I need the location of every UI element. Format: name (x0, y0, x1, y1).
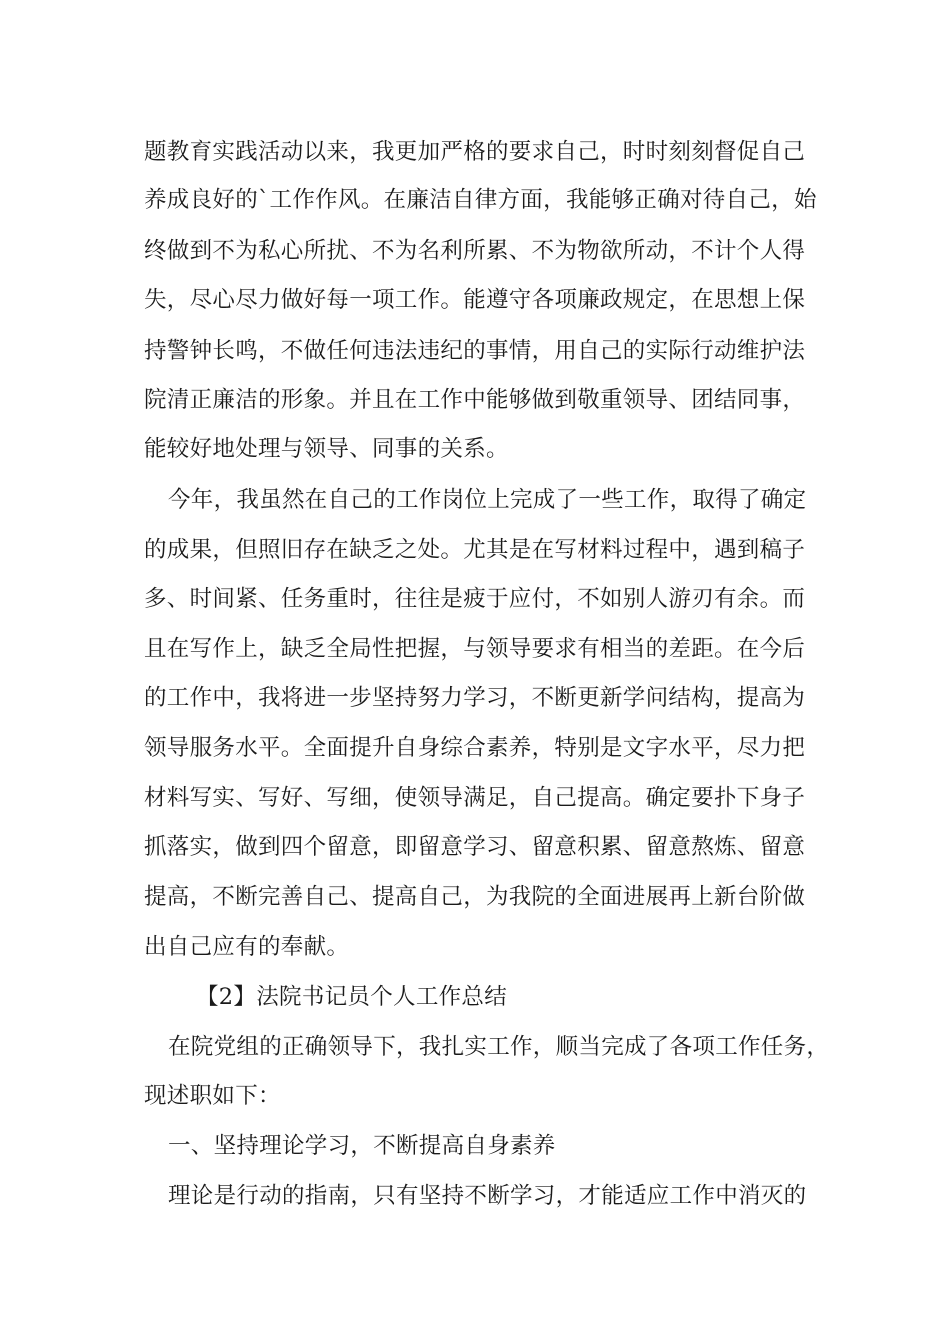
text-line: 的成果，但照旧存在缺乏之处。尤其是在写材料过程中，遇到稿子 (144, 537, 806, 563)
text-line: 抓落实，做到四个留意，即留意学习、留意积累、留意熬炼、留意 (144, 834, 806, 860)
text-line: 材料写实、写好、写细，使领导满足，自己提高。确定要扑下身子 (144, 785, 806, 811)
text-line: 持警钟长鸣，不做任何违法违纪的事情，用自己的实际行动维护法 (144, 338, 806, 364)
text-line: 现述职如下： (144, 1083, 281, 1109)
text-line: 出自己应有的奉献。 (144, 934, 350, 960)
text-line: 多、时间紧、任务重时，往往是疲于应付，不如别人游刃有余。而 (144, 586, 806, 612)
text-line: 院清正廉洁的形象。并且在工作中能够做到敬重领导、团结同事， (144, 387, 806, 413)
text-line: 领导服务水平。全面提升自身综合素养，特别是文字水平，尽力把 (144, 735, 806, 761)
text-line: 的工作中，我将进一步坚持努力学习，不断更新学问结构，提高为 (144, 685, 806, 711)
text-line: 失，尽心尽力做好每一项工作。能遵守各项廉政规定，在思想上保 (144, 287, 806, 313)
text-line: 终做到不为私心所扰、不为名利所累、不为物欲所动，不计个人得 (144, 238, 806, 264)
paragraph-first-line: 在院党组的正确领导下，我扎实工作，顺当完成了各项工作任务， (168, 1034, 830, 1060)
paragraph-first-line: 理论是行动的指南，只有坚持不断学习，才能适应工作中消灭的 (168, 1183, 807, 1209)
text-line: 能较好地处理与领导、同事的关系。 (144, 436, 509, 462)
text-line: 养成良好的`工作作风。在廉洁自律方面，我能够正确对待自己，始 (144, 187, 817, 213)
text-line: 且在写作上，缺乏全局性把握，与领导要求有相当的差距。在今后 (144, 636, 806, 662)
paragraph-first-line: 今年，我虽然在自己的工作岗位上完成了一些工作，取得了确定 (168, 487, 807, 513)
text-line: 提高，不断完善自己、提高自己，为我院的全面进展再上新台阶做 (144, 884, 806, 910)
subsection-heading: 一、坚持理论学习，不断提高自身素养 (168, 1133, 556, 1159)
section-heading: 【2】法院书记员个人工作总结 (196, 984, 508, 1010)
text-line: 题教育实践活动以来，我更加严格的要求自己，时时刻刻督促自己 (144, 139, 806, 165)
